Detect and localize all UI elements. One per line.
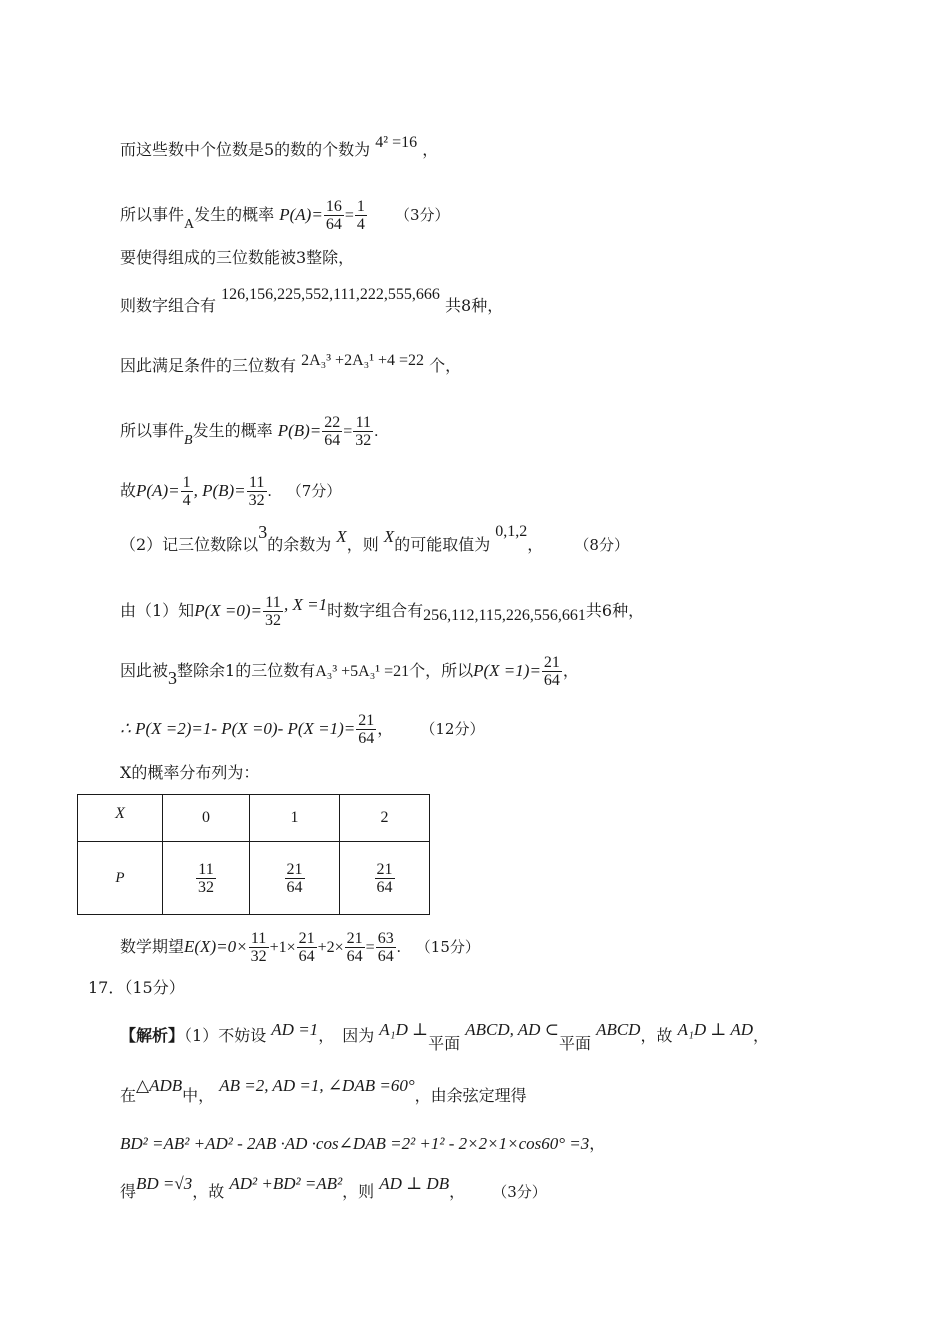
math-expression: BD =√3 [136, 1174, 193, 1193]
solution-line-expectation: 数学期望E(X)=0× $\frac{11}{32}$ +1× $\frac{21}{64}$ +2× $\frac{21}{64}$ = $\frac{63}{64}$ . （15分） [120, 930, 480, 965]
math-expression: P(X =1)= [473, 661, 541, 680]
math-expression: P(X =0)= [194, 601, 262, 620]
line-text: 数学期望 [120, 937, 185, 956]
line-text: 在 [120, 1086, 137, 1105]
table-cell: P [78, 842, 163, 915]
solution-line-prob-a: 所以事件A发生的概率 P(A)= $\frac{16}{64}$ = $\frac{1}{4}$ （3分） [120, 198, 450, 233]
solution-line-count-22 [120, 352, 462, 377]
solution-line-summary: 故P(A)= $\frac{1}{4}$ , P(B)= $\frac{11}{32}$ . （7分） [120, 474, 342, 509]
fraction: $\frac{22}{64}$ [324, 414, 341, 449]
line-text: ， [589, 1134, 606, 1153]
math-expression: A₃³ +5A₃¹ =21 [315, 663, 410, 680]
line-text: ，则 [346, 535, 379, 554]
fraction: $\frac{21}{64}$ [286, 860, 303, 896]
line-text: ， [527, 535, 544, 554]
table-header-cell: 1 [250, 795, 340, 842]
fraction: $\frac{16}{64}$ [325, 198, 342, 233]
math-expression: △ADB [136, 1076, 183, 1095]
line-text: 中， [182, 1086, 215, 1105]
combination-list: 126,156,225,552,111,222,555,666 [221, 286, 440, 303]
math-expression: AB =2, AD =1, ∠DAB =60° [219, 1076, 415, 1095]
line-text: 整除余1的三位数有 [177, 661, 316, 680]
math-expression: , P(B)= [193, 481, 246, 500]
math-number: 3 [258, 522, 268, 542]
line-text: ， [377, 719, 394, 738]
line-text: 因此被 [120, 661, 169, 680]
math-number: 3 [168, 668, 178, 688]
fraction: $\frac{21}{64}$ [358, 712, 375, 747]
line-text: 的可能取值为 [394, 535, 491, 554]
math-expression: AD ⊥ DB [379, 1174, 450, 1193]
solution-line-triangle [120, 1076, 527, 1106]
solution-line-remainder-1 [120, 654, 579, 689]
line-text: 共6种， [585, 601, 645, 620]
solution-line-remainder-2 [120, 712, 484, 747]
line-text: ，故 [640, 1026, 673, 1045]
math-expression: ∴ P(X =2)=1- P(X =0)- P(X =1)= [120, 719, 356, 738]
solution-line-perpendicular [120, 1174, 547, 1202]
question-number [88, 978, 185, 998]
score-mark: （3分） [492, 1183, 547, 1201]
math-variable: X [383, 527, 395, 546]
math-expression: , X =1 [283, 595, 328, 614]
fraction: $\frac{1}{4}$ [182, 474, 191, 509]
line-text: 平面 [428, 1034, 461, 1053]
probability-distribution-table [77, 794, 430, 915]
solution-line-combos [120, 286, 504, 317]
table-row [78, 795, 430, 842]
event-label: A [184, 217, 195, 232]
punctuation: ， [422, 140, 439, 159]
line-text: 平面 [558, 1034, 591, 1053]
line-text: 发生的概率 [192, 421, 273, 440]
math-expression: ABCD [596, 1020, 641, 1039]
line-text: 共8种， [445, 296, 504, 315]
fraction: $\frac{11}{32}$ [250, 930, 267, 965]
line-text: 而这些数中个位数是5的数的个数为 [120, 140, 371, 159]
line-text: 的余数为 [267, 535, 332, 554]
solution-line-law-of-cosines [120, 1134, 605, 1154]
table-cell [340, 842, 430, 915]
table-cell [250, 842, 340, 915]
math-expression: 4² =16 [375, 134, 418, 151]
line-text: X的概率分布列为： [120, 763, 260, 782]
math-expression: P(B)= [277, 421, 322, 440]
line-text: ， [752, 1026, 769, 1045]
table-header-cell: 2 [340, 795, 430, 842]
fraction: $\frac{21}{64}$ [376, 860, 393, 896]
math-expression: E(X)=0× [184, 937, 248, 956]
distribution-heading [120, 763, 259, 783]
math-expression: BD² =AB² +AD² - 2AB ·AD ·cos∠DAB =2² +1² - 2×2×1×cos60° =3 [120, 1134, 590, 1153]
line-text: 所以事件 [120, 421, 185, 440]
math-expression: 2A₃³ +2A₃¹ +4 =22 [301, 352, 425, 369]
math-expression: ABCD, AD ⊂ [465, 1020, 559, 1039]
table-header-cell: X [78, 795, 163, 842]
solution-line-prob-b: 所以事件B发生的概率 P(B)= $\frac{22}{64}$ = $\frac{11}{32}$ . [120, 414, 379, 449]
math-expression: A₁D ⊥ AD [677, 1020, 753, 1039]
solution-line-remainder-0 [120, 594, 644, 629]
solution-line-part2 [120, 522, 629, 556]
fraction: $\frac{11}{32}$ [264, 594, 281, 629]
question-label: 17．（15分） [88, 978, 185, 997]
line-text: 发生的概率 [194, 205, 275, 224]
table-cell [163, 842, 250, 915]
score-mark: （3分） [394, 206, 450, 224]
score-mark: （15分） [415, 938, 480, 956]
math-expression: A₁D ⊥ [379, 1020, 429, 1039]
fraction: $\frac{1}{4}$ [356, 198, 365, 233]
fraction: $\frac{11}{32}$ [198, 860, 214, 896]
math-expression: AD² +BD² =AB² [229, 1174, 343, 1193]
line-text: 个， [429, 356, 462, 375]
combination-list: 256,112,115,226,556,661 [423, 607, 586, 624]
line-text: 时数字组合有 [327, 601, 424, 620]
line-text: ，故 [192, 1182, 225, 1201]
line-text: ， 因为 [318, 1026, 375, 1045]
line-text: 由（1）知 [120, 601, 195, 620]
line-text: （1）不妨设 [184, 1026, 267, 1045]
line-text: ， [449, 1182, 466, 1201]
value-list: 0,1,2 [495, 523, 528, 540]
analysis-tag: 【解析】 [120, 1026, 185, 1045]
fraction: $\frac{21}{64}$ [298, 930, 315, 965]
line-text: 则数字组合有 [120, 296, 217, 315]
solution-line-count-5 [120, 134, 439, 161]
line-text: 个，所以 [409, 661, 474, 680]
fraction: $\frac{11}{32}$ [248, 474, 265, 509]
math-expression: P(A)= [136, 481, 180, 500]
math-variable: X [336, 527, 347, 546]
line-text: ， [562, 661, 579, 680]
line-text: ，则 [342, 1182, 375, 1201]
score-mark: （7分） [286, 482, 342, 500]
solution-line-setup [120, 1020, 769, 1053]
table-header-cell: 0 [163, 795, 250, 842]
math-expression: P(A)= [279, 205, 323, 224]
table-row [78, 842, 430, 915]
math-expression: AD =1 [271, 1020, 319, 1039]
line-text: 要使得组成的三位数能被3整除， [120, 248, 355, 267]
line-text: 得 [120, 1182, 137, 1201]
score-mark: （12分） [420, 720, 485, 738]
fraction: $\frac{21}{64}$ [346, 930, 363, 965]
score-mark: （8分） [574, 536, 629, 554]
fraction: $\frac{21}{64}$ [543, 654, 560, 689]
event-label: B [184, 433, 193, 448]
line-text: 故 [120, 481, 137, 500]
fraction: $\frac{11}{32}$ [355, 414, 372, 449]
line-text: （2）记三位数除以 [120, 535, 259, 554]
line-text: 因此满足条件的三位数有 [120, 356, 297, 375]
solution-line-divisible-3 [120, 248, 354, 268]
line-text: 所以事件 [120, 205, 185, 224]
fraction: $\frac{63}{64}$ [377, 930, 394, 965]
line-text: ，由余弦定理得 [414, 1086, 527, 1105]
